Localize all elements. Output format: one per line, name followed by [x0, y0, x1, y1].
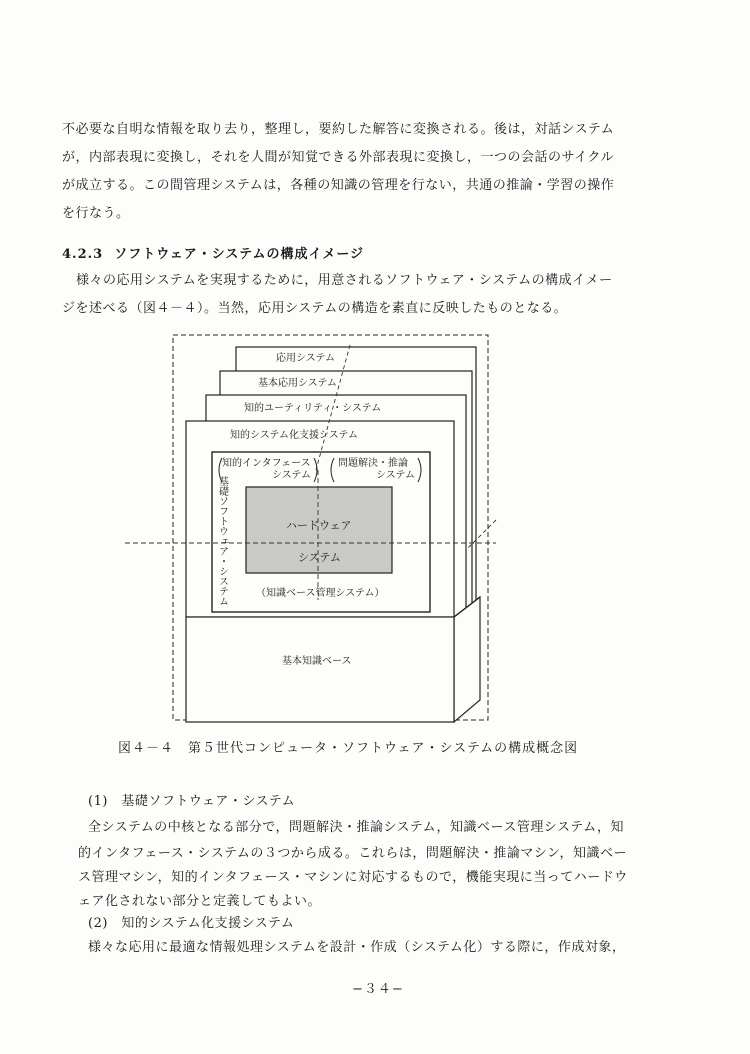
base-kb-side: [454, 597, 480, 722]
label-kb-management: （知識ベース管理システム）: [256, 588, 385, 599]
body-text-line: が成立する。この間管理システムは，各種の知識の管理を行ない，共通の推論・学習の操作: [62, 178, 615, 193]
body-text-line: を行なう。: [62, 206, 130, 221]
label-problem-solving: 問題解決・推論: [338, 458, 408, 469]
body-text-line: ジを述べる（図４－４）。当然，応用システムの構造を素直に反映したものとなる。: [62, 301, 568, 316]
base-kb-box: [186, 617, 454, 722]
section-title: ソフトウェア・システムの構成イメージ: [114, 247, 365, 262]
label-intelligent-interface: 知的インタフェース: [222, 458, 311, 469]
subsection-heading: (2) 知的システム化支援システム: [88, 916, 295, 931]
figure-caption: 図４－４ 第５世代コンピュータ・ソフトウェア・システムの構成概念図: [118, 741, 579, 756]
section-number: 4.2.3: [62, 247, 104, 262]
label-intelligent-interface-2: システム: [272, 470, 311, 481]
label-system-support: 知的システム化支援システム: [230, 430, 358, 441]
label-application: 応用システム: [276, 353, 335, 364]
label-hardware: ハードウェア: [286, 519, 352, 532]
body-text-line: ス管理マシン，知的インタフェース・マシンに対応するもので，機能実現に当ってハードウ: [78, 870, 628, 885]
body-text-line: 様々の応用システムを実現するために，用意されるソフトウェア・システムの構成イメー: [76, 273, 613, 288]
body-text-line: 不必要な自明な情報を取り去り，整理し，要約した解答に変換される。後は，対話システム: [62, 122, 615, 137]
body-text-line: 様々な応用に最適な情報処理システムを設計・作成（システム化）する際に，作成対象，: [88, 940, 626, 955]
body-text-line: 全システムの中核となる部分で，問題解決・推論システム，知識ベース管理システム，知: [88, 820, 624, 835]
body-text-line: が，内部表現に変換し，それを人間が知覚できる外部表現に変換し，一つの会話のサイクル: [62, 150, 614, 165]
label-hardware-system: システム: [298, 551, 341, 564]
body-text-line: 的インタフェース・システムの３つから成る。これらは，問題解決・推論マシン，知識ベー: [78, 846, 628, 861]
label-basic-application: 基本応用システム: [258, 378, 337, 389]
page-number: −３４−: [352, 982, 404, 997]
label-base-kb: 基本知識ベース: [282, 656, 352, 667]
body-text-line: ェア化されない部分と定義してもよい。: [78, 894, 322, 909]
subsection-heading: (1) 基礎ソフトウェア・システム: [88, 794, 296, 809]
label-problem-solving-2: システム: [376, 470, 415, 481]
label-basic-software-vertical: 基礎ソフトウェア・システム: [216, 476, 228, 606]
label-intelligent-utility: 知的ユーティリティ・システム: [244, 403, 382, 414]
